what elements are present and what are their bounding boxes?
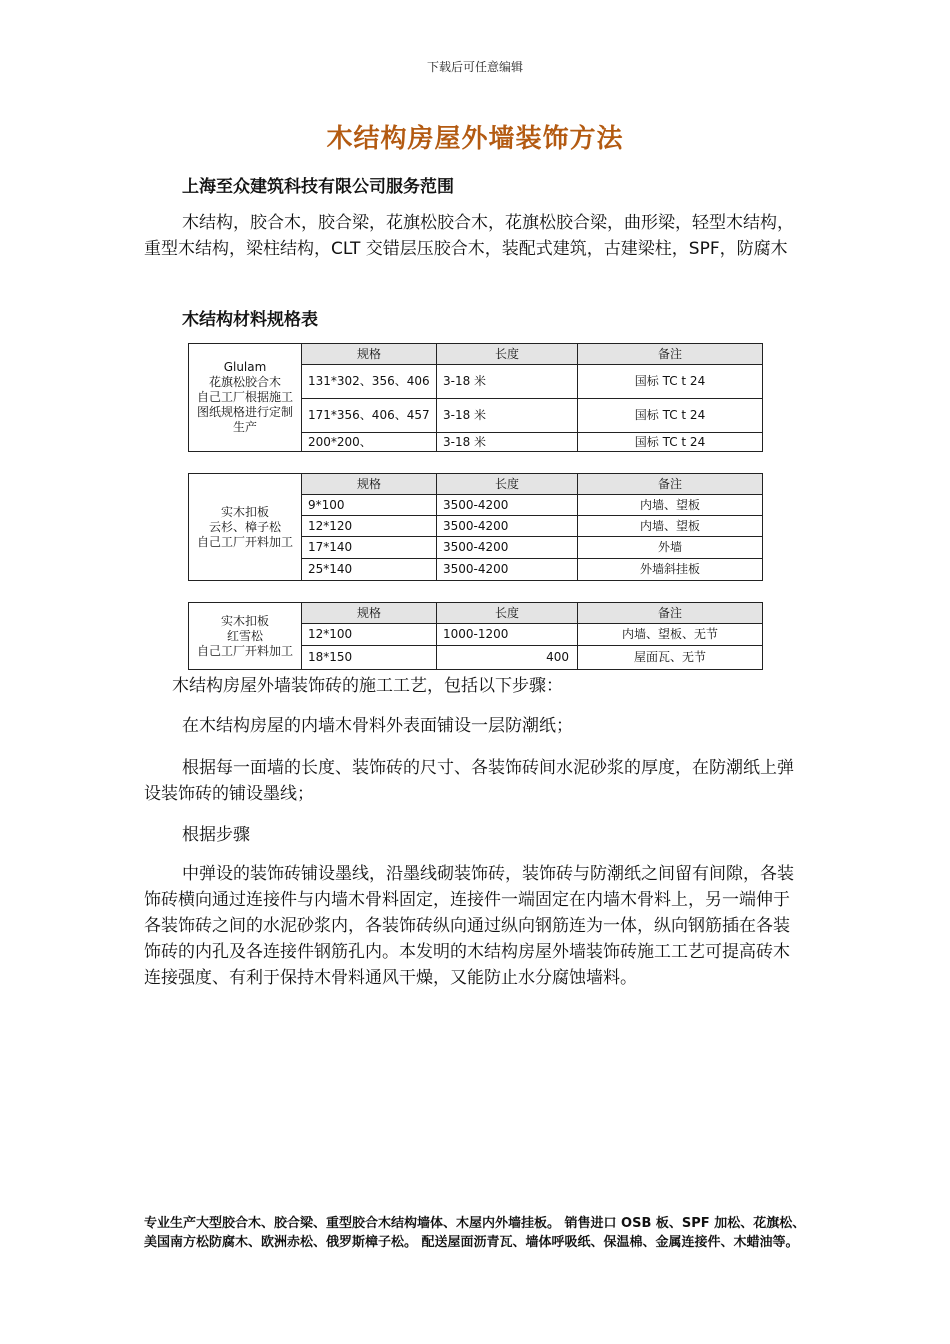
table-cell: 25*140	[302, 559, 437, 581]
table-cell: 1000-1200	[437, 624, 578, 646]
table-cell: 3500-4200	[437, 495, 578, 516]
table-cell: 200*200、	[302, 433, 437, 452]
table-label: Glulam 花旗松胶合木 自己工厂根据施工图纸规格进行定制生产	[189, 344, 302, 452]
footer-advert: 专业生产大型胶合木、胶合梁、重型胶合木结构墙体、木屋内外墙挂板。 销售进口 OSB 板、SPF 加松、花旗松、美国南方松防腐木、欧洲赤松、俄罗斯樟子松。 配送屋面沥青瓦、墙体呼吸纸、保温棉、金属连接件、木蜡油等。	[144, 1216, 806, 1250]
table-cell: 3500-4200	[437, 537, 578, 559]
step-paragraph: 根据步骤	[182, 825, 250, 845]
spec-table-red-cedar	[188, 602, 763, 670]
table-cell: 内墙、望板	[578, 495, 763, 516]
table-cell: 12*100	[302, 624, 437, 646]
table-cell: 400	[437, 646, 578, 670]
step-paragraph: 中弹设的装饰砖铺设墨线，沿墨线砌装饰砖，装饰砖与防潮纸之间留有间隙，各装饰砖横向通过连接件与内墙木骨料固定，连接件一端固定在内墙木骨料上，另一端伸于各装饰砖之间的水泥砂浆内，各装饰砖纵向通过纵向钢筋连为一体，纵向钢筋插在各装饰砖的内孔及各连接件钢筋孔内。本发明的木结构房屋外墙装饰砖施工工艺可提高砖木连接强度、有利于保持木骨料通风干燥，又能防止水分腐蚀墙料。	[144, 864, 794, 988]
table-cell: 3-18 米	[437, 433, 578, 452]
table-label: 实木扣板 云杉、樟子松 自己工厂开料加工	[189, 474, 302, 581]
table-cell: 内墙、望板	[578, 516, 763, 537]
column-header: 备注	[578, 603, 763, 624]
spec-heading: 木结构材料规格表	[182, 310, 318, 330]
company-heading: 上海至众建筑科技有限公司服务范围	[182, 177, 454, 197]
process-intro: 木结构房屋外墙装饰砖的施工工艺，包括以下步骤：	[172, 676, 563, 696]
header-note: 下载后可任意编辑	[426, 60, 523, 74]
column-header: 规格	[302, 344, 437, 365]
table-cell: 171*356、406、457	[302, 399, 437, 433]
table-cell: 国标 TC t 24	[578, 399, 763, 433]
table-cell: 18*150	[302, 646, 437, 670]
step-paragraph: 在木结构房屋的内墙木骨料外表面铺设一层防潮纸；	[182, 716, 573, 736]
table-cell: 3500-4200	[437, 516, 578, 537]
table-cell: 屋面瓦、无节	[578, 646, 763, 670]
table-cell: 外墙斜挂板	[578, 559, 763, 581]
table-cell: 9*100	[302, 495, 437, 516]
table-label: 实木扣板 红雪松 自己工厂开料加工	[189, 603, 302, 670]
document-title: 木结构房屋外墙装饰方法	[326, 124, 624, 154]
column-header: 规格	[302, 603, 437, 624]
column-header: 长度	[437, 344, 578, 365]
table-cell: 3500-4200	[437, 559, 578, 581]
column-header: 备注	[578, 344, 763, 365]
column-header: 备注	[578, 474, 763, 495]
column-header: 规格	[302, 474, 437, 495]
spec-table-solid-wood	[188, 473, 763, 581]
table-cell: 17*140	[302, 537, 437, 559]
services-paragraph: 木结构，胶合木，胶合梁，花旗松胶合木，花旗松胶合梁，曲形梁，轻型木结构，重型木结构，梁柱结构，CLT 交错层压胶合木，装配式建筑，古建梁柱，SPF，防腐木	[144, 213, 794, 259]
column-header: 长度	[437, 603, 578, 624]
table-cell: 3-18 米	[437, 399, 578, 433]
table-cell: 内墙、望板、无节	[578, 624, 763, 646]
table-cell: 3-18 米	[437, 365, 578, 399]
column-header: 长度	[437, 474, 578, 495]
step-paragraph: 根据每一面墙的长度、装饰砖的尺寸、各装饰砖间水泥砂浆的厚度，在防潮纸上弹设装饰砖的铺设墨线；	[144, 758, 794, 804]
table-cell: 外墙	[578, 537, 763, 559]
table-cell: 131*302、356、406	[302, 365, 437, 399]
spec-table-glulam	[188, 343, 763, 452]
table-cell: 12*120	[302, 516, 437, 537]
table-cell: 国标 TC t 24	[578, 433, 763, 452]
table-cell: 国标 TC t 24	[578, 365, 763, 399]
